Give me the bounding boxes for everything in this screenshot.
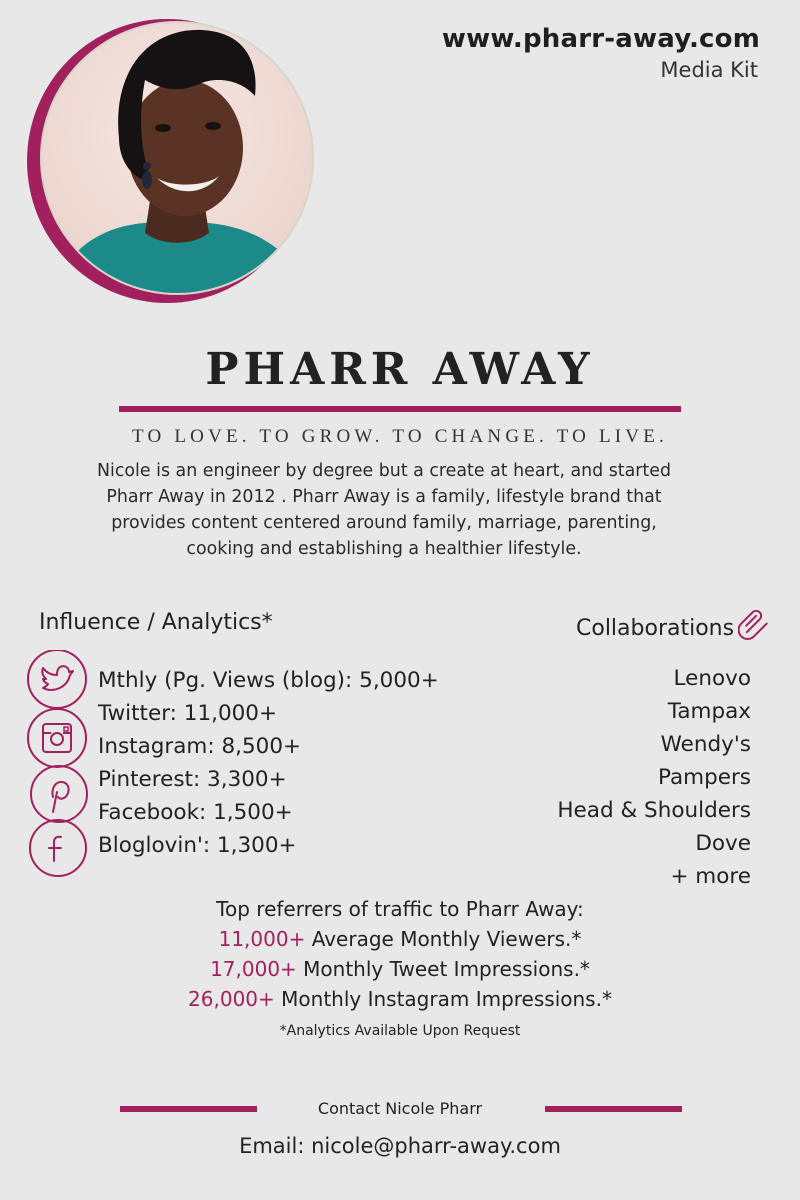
referrer-line bbox=[0, 984, 800, 1014]
profile-photo bbox=[27, 18, 317, 304]
collaboration-item: Head & Shoulders bbox=[557, 798, 751, 823]
collaboration-item: Pampers bbox=[657, 765, 751, 790]
analytics-item: Pinterest: 3,300+ bbox=[98, 767, 287, 792]
media-kit-label: Media Kit bbox=[660, 58, 758, 82]
referrer-number: 17,000+ bbox=[210, 957, 297, 981]
referrers-section bbox=[0, 894, 800, 1039]
analytics-item: Bloglovin': 1,300+ bbox=[98, 833, 297, 858]
analytics-note: *Analytics Available Upon Request bbox=[279, 1023, 521, 1039]
analytics-item: Mthly (Pg. Views (blog): 5,000+ bbox=[98, 668, 439, 693]
contact-email[interactable]: Email: nicole@pharr-away.com bbox=[239, 1134, 561, 1158]
analytics-item: Facebook: 1,500+ bbox=[98, 800, 293, 825]
collaboration-item: Dove bbox=[695, 831, 751, 856]
intro-line: Pharr Away in 2012 . Pharr Away is a family, lifestyle brand that bbox=[106, 487, 662, 507]
referrers-title: Top referrers of traffic to Pharr Away: bbox=[216, 897, 584, 921]
collaboration-item: Lenovo bbox=[673, 666, 751, 691]
facebook-icon[interactable] bbox=[25, 819, 89, 879]
referrer-line bbox=[0, 924, 800, 954]
twitter-icon[interactable] bbox=[25, 650, 89, 710]
collaboration-item: + more bbox=[670, 864, 751, 889]
instagram-icon[interactable] bbox=[25, 708, 89, 768]
referrer-number: 11,000+ bbox=[218, 927, 306, 951]
referrer-text: Monthly Instagram Impressions.* bbox=[274, 987, 612, 1011]
collaborations-heading-text: Collaborations bbox=[576, 615, 735, 641]
collaborations-heading bbox=[576, 610, 770, 646]
analytics-item: Twitter: 11,000+ bbox=[98, 701, 278, 726]
pinterest-icon[interactable] bbox=[25, 764, 89, 824]
contact-label: Contact Nicole Pharr bbox=[317, 1099, 483, 1118]
intro-line: Nicole is an engineer by degree but a create at heart, and started bbox=[97, 461, 671, 481]
site-url[interactable]: www.pharr-away.com bbox=[441, 24, 760, 54]
paperclip-icon bbox=[734, 610, 770, 646]
collaboration-item: Tampax bbox=[667, 699, 751, 724]
analytics-item: Instagram: 8,500+ bbox=[98, 734, 302, 759]
intro-line: cooking and establishing a healthier lifestyle. bbox=[186, 539, 582, 559]
intro-paragraph bbox=[70, 458, 698, 562]
referrer-text: Average Monthly Viewers.* bbox=[305, 927, 582, 951]
collaboration-item: Wendy's bbox=[660, 732, 751, 757]
referrer-number: 26,000+ bbox=[188, 987, 275, 1011]
referrer-text: Monthly Tweet Impressions.* bbox=[296, 957, 590, 981]
intro-line: provides content centered around family, marriage, parenting, bbox=[111, 513, 657, 533]
title-underline bbox=[119, 406, 681, 412]
influence-heading: Influence / Analytics* bbox=[39, 610, 273, 635]
analytics-list bbox=[98, 664, 439, 862]
collaborations-list bbox=[557, 662, 751, 893]
referrer-line bbox=[0, 954, 800, 984]
brand-title: PHARR AWAY bbox=[205, 344, 595, 395]
brand-tagline: TO LOVE. TO GROW. TO CHANGE. TO LIVE. bbox=[132, 426, 668, 447]
